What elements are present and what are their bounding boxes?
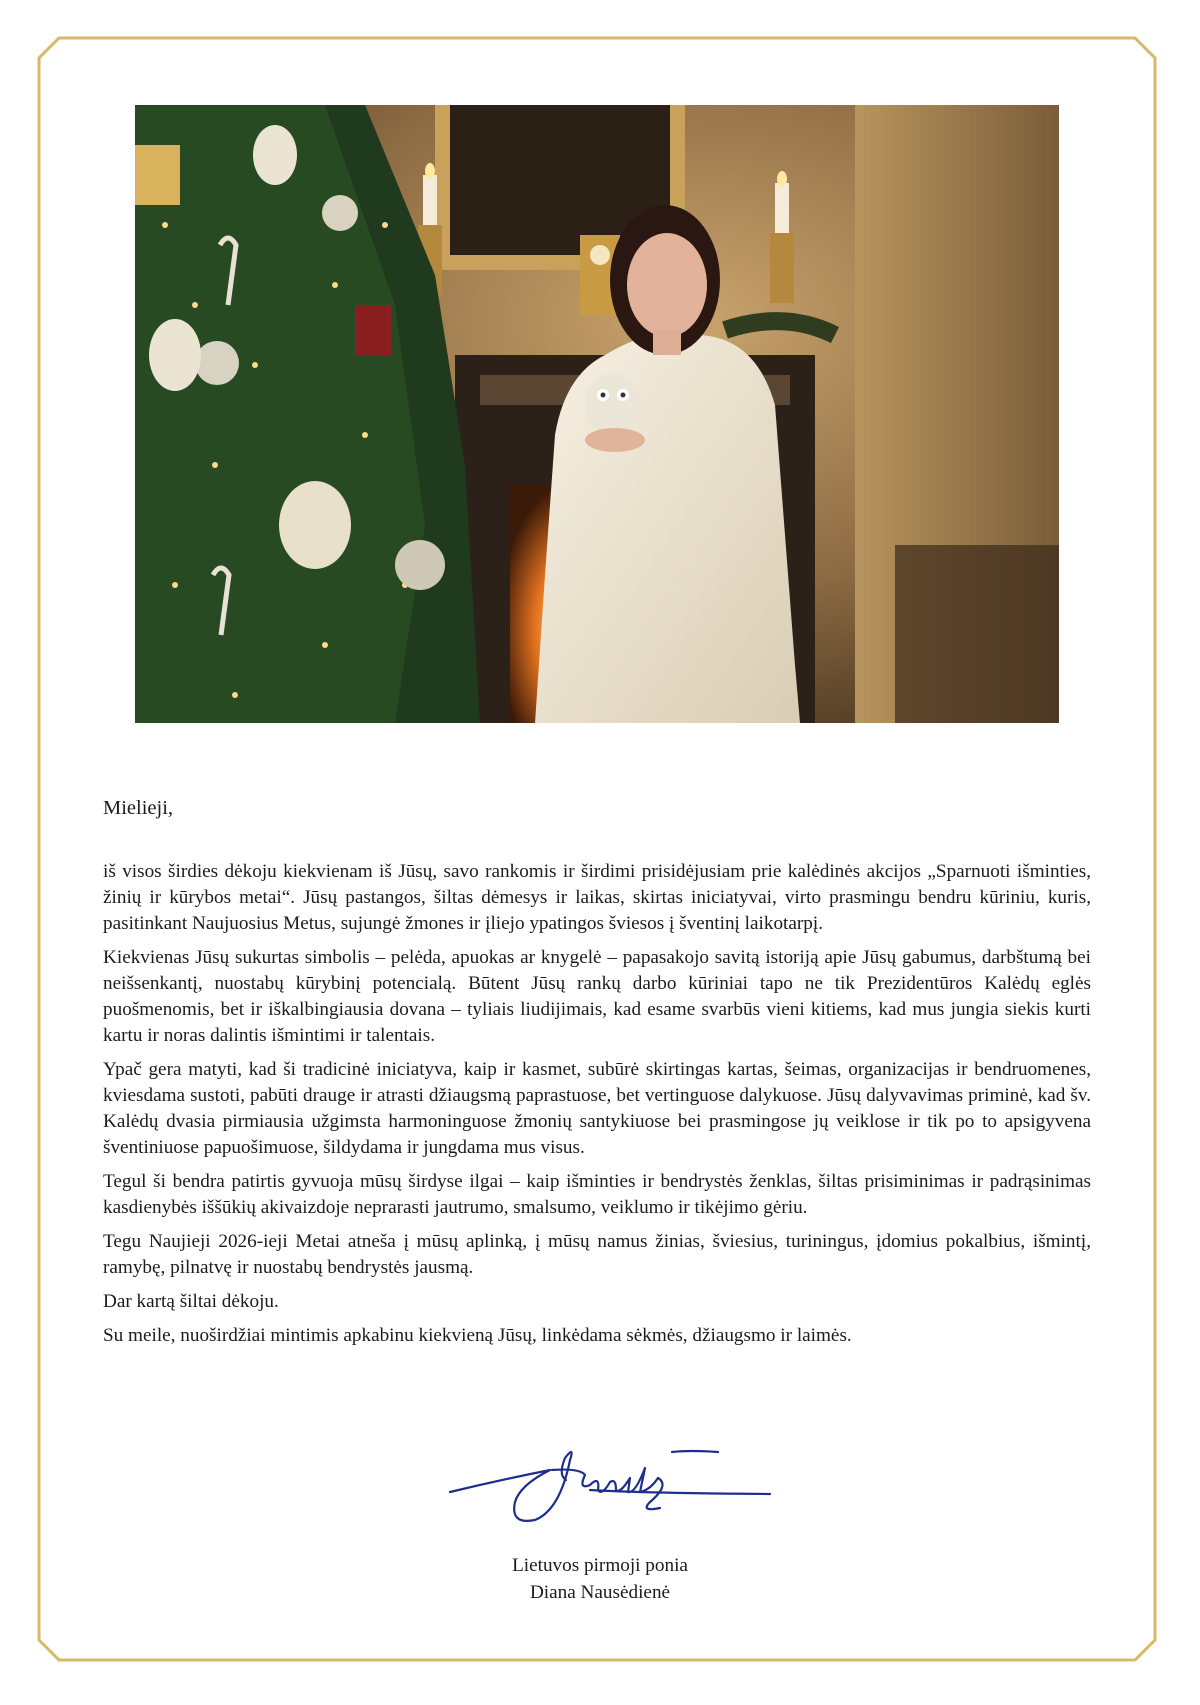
- greeting: Mielieji,: [103, 797, 174, 819]
- letter-body: [103, 795, 1091, 1357]
- closing-wishes: Su meile, nuoširdžiai mintimis apkabinu kiekvieną Jūsų, linkėdama sėkmės, džiaugsmo ir laimės.: [103, 1325, 852, 1346]
- closing-thanks: Dar kartą šiltai dėkoju.: [103, 1291, 279, 1312]
- paragraph-2: Kiekvienas Jūsų sukurtas simbolis – pelėda, apuokas ar knygelė – papasakojo savitą istoriją apie Jūsų gabumus, darbštumą bei neišsenkantį, nuostabų kūrybinį potencialą. Būtent Jūsų rankų darbo kūriniai tapo ne tik Prezidentūros Kalėdų eglės puošmenomis, bet ir iškalbingiausia dovana – tyliais liudijimais, kad esame svarbūs vieni kitiems, kad mus jungia siekis kurti kartu ir noras dalintis išmintimi ir talentais.: [103, 947, 1091, 1046]
- signatory-name: Diana Nausėdienė: [529, 1582, 671, 1603]
- paragraph-1: iš visos širdies dėkoju kiekvienam iš Jūsų, savo rankomis ir širdimi prisidėjusiam prie kalėdinės akcijos „Sparnuoti išminties, žinių ir kūrybos metai“. Jūsų pastangos, šiltas dėmesys ir laikas, skirtas iniciatyvai, virto prasmingu bendru kūriniu, kuris, pasitinkant Naujuosius Metus, sujungė žmones ir įliejo ypatingos šviesos į šventinį laikotarpį.: [103, 861, 1091, 934]
- handwritten-signature: [440, 1430, 780, 1530]
- paragraph-5: Tegu Naujieji 2026-ieji Metai atneša į mūsų aplinką, į mūsų namus žinias, šviesius, turiningus, įdomius pokalbius, išmintį, ramybę, pilnatvę ir nuostabų bendrystės jausmą.: [103, 1231, 1091, 1278]
- holiday-photo: [135, 105, 1059, 723]
- signatory-title: Lietuvos pirmoji ponia: [512, 1555, 688, 1576]
- paragraph-4: Tegul ši bendra patirtis gyvuoja mūsų širdyse ilgai – kaip išminties ir bendrystės ženklas, šiltas prisiminimas ir padrąsinimas kasdienybės iššūkių akivaizdoje neprarasti jautrumo, smalsumo, veiklumo ir tikėjimo gėriu.: [103, 1171, 1091, 1218]
- holiday-photo-illustration: [135, 105, 1059, 723]
- paragraph-3: Ypač gera matyti, kad ši tradicinė iniciatyva, kaip ir kasmet, subūrė skirtingas kartas, šeimas, organizacijas ir bendruomenes, kviesdama sustoti, pabūti drauge ir atrasti džiaugsmą paprastuose, bet vertinguose dalykuose. Jūsų dalyvavimas priminė, kad šv. Kalėdų dvasia pirmiausia užgimsta harmoninguose žmonių santykiuose bei prasmingose jų veiklose ir tik po to apsigyvena šventiniuose papuošimuose, šildydama ir jungdama mus visus.: [103, 1059, 1091, 1158]
